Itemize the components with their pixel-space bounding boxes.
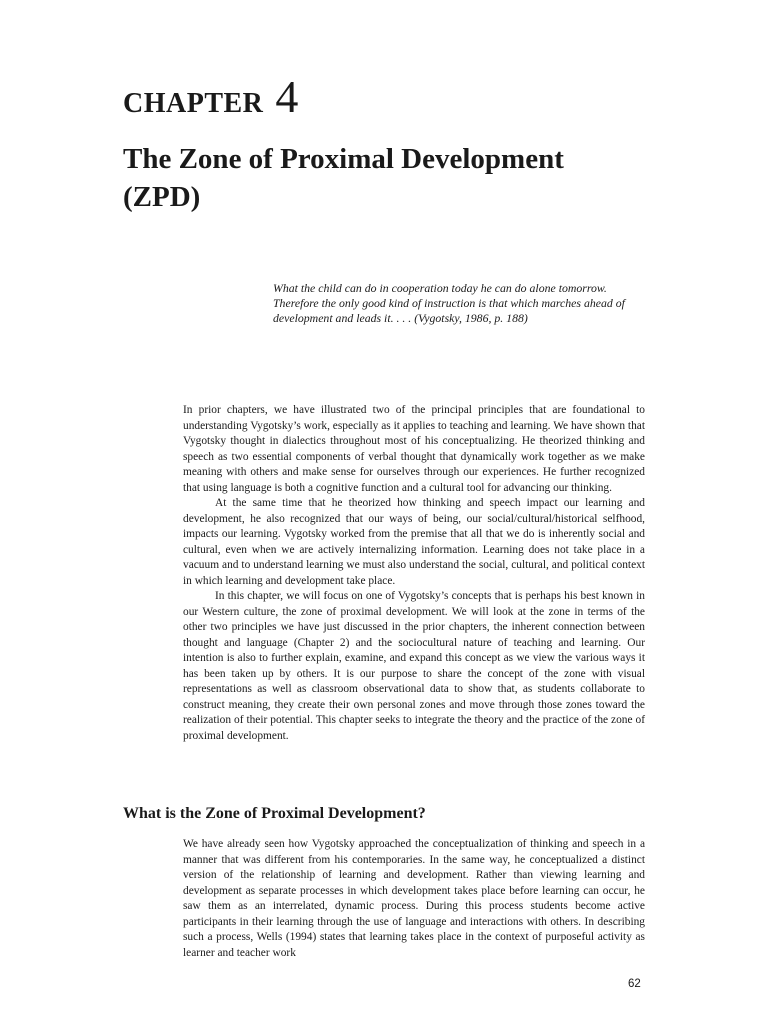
intro-paragraph: In this chapter, we will focus on one of Vygotsky’s concepts that is perhaps his best known in our Western culture, the zone of proximal development. We will look at the zone in terms of the other two principles we have just discussed in the prior chapters, the inherent connection between thought and language (Chapter 2) and the sociocultural nature of teaching and learning. Our intention is also to further explain, examine, and expand this concept as we view the various ways it has been taken up by others. It is our purpose to share the concept of the zone with visual representations as well as classroom observational data to show that, as students collaborate to construct meaning, they create their own personal zones and move through those zones toward the realization of their potential. This chapter seeks to integrate the theory and the practice of the zone of proximal development. <box>183 590 645 742</box>
epigraph-quote <box>273 281 653 327</box>
section-body <box>183 837 645 961</box>
epigraph-line: development and leads it. . . . (Vygotsky, 1986, p. 188) <box>273 311 528 326</box>
epigraph-line: What the child can do in cooperation today he can do alone tomorrow. <box>273 281 607 295</box>
chapter-title-line1: The Zone of Proximal Development <box>123 143 564 175</box>
intro-paragraph: At the same time that he theorized how thinking and speech impact our learning and development, he also recognized that our ways of being, our social/cultural/historical selfhood, impacts our learning. Vygotsky worked from the premise that all that we do is inherently social and cultural, even when we are actively internalizing information. Learning does not take place in a vacuum and to understand learning we must also understand the social, cultural, and political context in which learning and development take place. <box>183 497 645 587</box>
intro-body <box>183 403 645 744</box>
chapter-label <box>123 70 299 123</box>
section-heading: What is the Zone of Proximal Development? <box>123 805 426 822</box>
chapter-title <box>123 140 683 216</box>
chapter-number: 4 <box>275 71 299 122</box>
epigraph-line: Therefore the only good kind of instruction is that which marches ahead of <box>273 296 625 311</box>
chapter-title-line2: (ZPD) <box>123 181 201 213</box>
intro-paragraph: In prior chapters, we have illustrated two of the principal principles that are foundational to understanding Vygotsky’s work, especially as it applies to teaching and learning. We have shown that Vygotsky thought in dialectics throughout most of his conceptualizing. He theorized thinking and speech as two essential components of verbal thought that dynamically work together as we make meaning with others and make sense for ourselves through our experiences. He further recognized that using language is both a cognitive function and a cultural tool for advancing our thinking. <box>183 404 645 494</box>
page-number: 62 <box>628 978 641 990</box>
chapter-word: CHAPTER <box>123 88 264 119</box>
section-paragraph: We have already seen how Vygotsky approached the conceptualization of thinking and speech in a manner that was different from his contemporaries. In the same way, he conceptualized a distinct version of the relationship of learning and development. Rather than viewing learning and development as separate processes in which development takes place before learning can occur, he saw them as an interrelated, dynamic process. During this process students become active participants in their learning through the use of language and interactions with others. In describing such a process, Wells (1994) states that learning takes place in the context of purposeful activity as learner and teacher work <box>183 838 645 959</box>
